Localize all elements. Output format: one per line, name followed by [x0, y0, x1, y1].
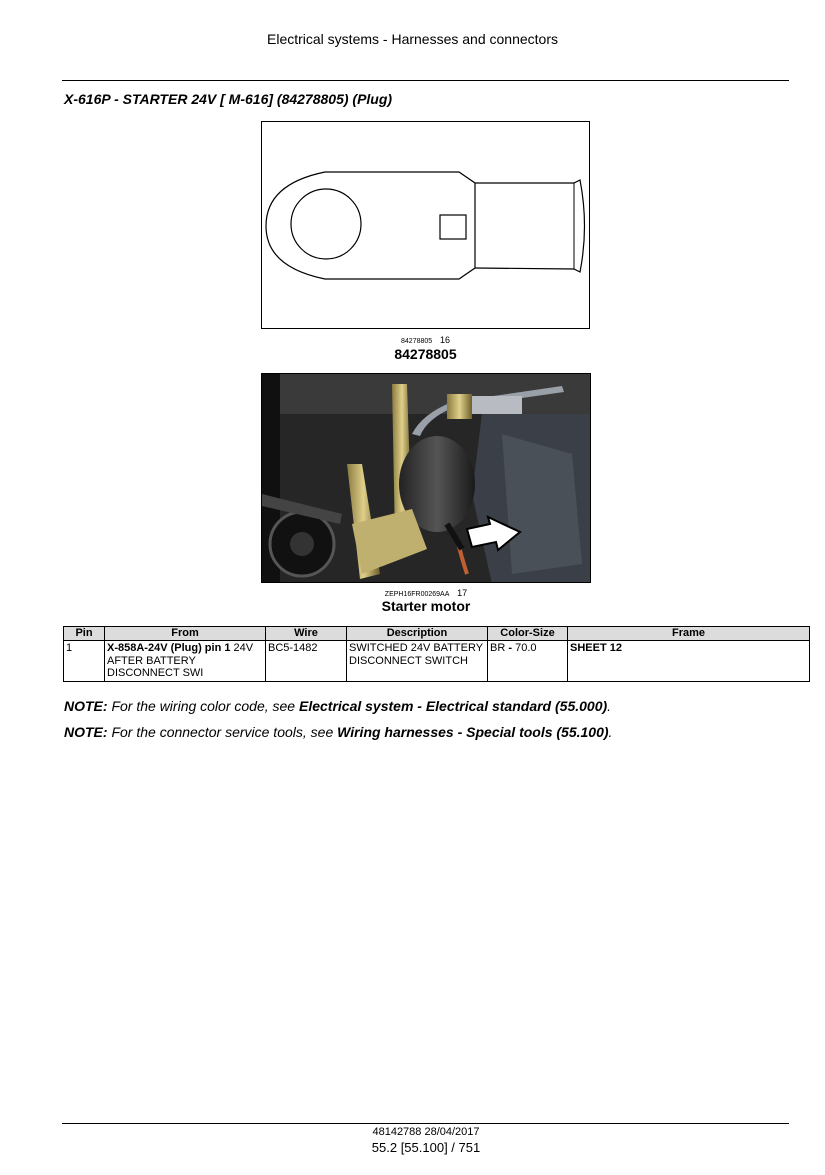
- footer-rule: [62, 1123, 789, 1124]
- figure-caption: 84278805: [394, 346, 457, 362]
- page-header: Electrical systems - Harnesses and connectors: [267, 31, 558, 47]
- ring-terminal-drawing: [262, 122, 591, 330]
- cell-from-detail: 24V AFTER BATTERY DISCONNECT SWI: [107, 642, 254, 679]
- crimp-window: [440, 215, 466, 239]
- note-color-code: NOTE: For the wiring color code, see Electrical system - Electrical standard (55.000).: [64, 698, 612, 714]
- header-rule: [62, 80, 789, 81]
- note-link[interactable]: Wiring harnesses - Special tools (55.100): [337, 724, 609, 740]
- starter-motor-image: [262, 374, 591, 583]
- figure-ref: [261, 588, 591, 598]
- figure-ref-number: 17: [457, 588, 468, 598]
- note-link[interactable]: Electrical system - Electrical standard (55.000): [298, 698, 608, 714]
- col-header-pin: Pin: [64, 627, 105, 641]
- col-header-from: From: [105, 627, 266, 641]
- starter-motor-photo: [261, 373, 591, 583]
- cell-from: [105, 641, 266, 682]
- note-text: For the wiring color code, see: [111, 698, 296, 714]
- table-header-row: [64, 627, 810, 641]
- figure-ref-code: ZEPH16FR00269AA: [384, 591, 450, 598]
- note-label: NOTE:: [64, 698, 108, 714]
- note-label: NOTE:: [64, 724, 108, 740]
- col-header-color-size: Color-Size: [488, 627, 568, 641]
- footer-doc-id: 48142788 28/04/2017: [372, 1126, 480, 1138]
- col-header-frame: Frame: [568, 627, 810, 641]
- note-text: For the connector service tools, see: [111, 724, 334, 740]
- cell-color-size: BR - 70.0: [488, 641, 568, 682]
- cell-from-connector: X-858A-24V (Plug) pin 1: [107, 642, 231, 654]
- section-title: X-616P - STARTER 24V [ M-616] (84278805) (Plug): [64, 91, 393, 107]
- cell-size: 70.0: [515, 642, 537, 654]
- col-header-wire: Wire: [266, 627, 347, 641]
- figure-ref: [261, 335, 590, 345]
- col-header-description: Description: [347, 627, 488, 641]
- terminal-hole: [291, 189, 361, 259]
- figure-caption: Starter motor: [381, 598, 471, 614]
- note-service-tools: NOTE: For the connector service tools, see Wiring harnesses - Special tools (55.100).: [64, 724, 613, 740]
- pin-table: [63, 626, 810, 682]
- table-row: [64, 641, 810, 682]
- cell-color: BR: [490, 642, 506, 654]
- cell-frame: SHEET 12: [568, 641, 810, 682]
- cell-pin: 1: [64, 641, 105, 682]
- footer-page-number: 55.2 [55.100] / 751: [371, 1140, 481, 1155]
- cell-description: SWITCHED 24V BATTERY DISCONNECT SWITCH: [347, 641, 488, 682]
- cell-wire: BC5-1482: [266, 641, 347, 682]
- figure-ref-code: 84278805: [401, 338, 433, 345]
- figure-ref-number: 16: [439, 335, 450, 345]
- connector-drawing: [261, 121, 590, 329]
